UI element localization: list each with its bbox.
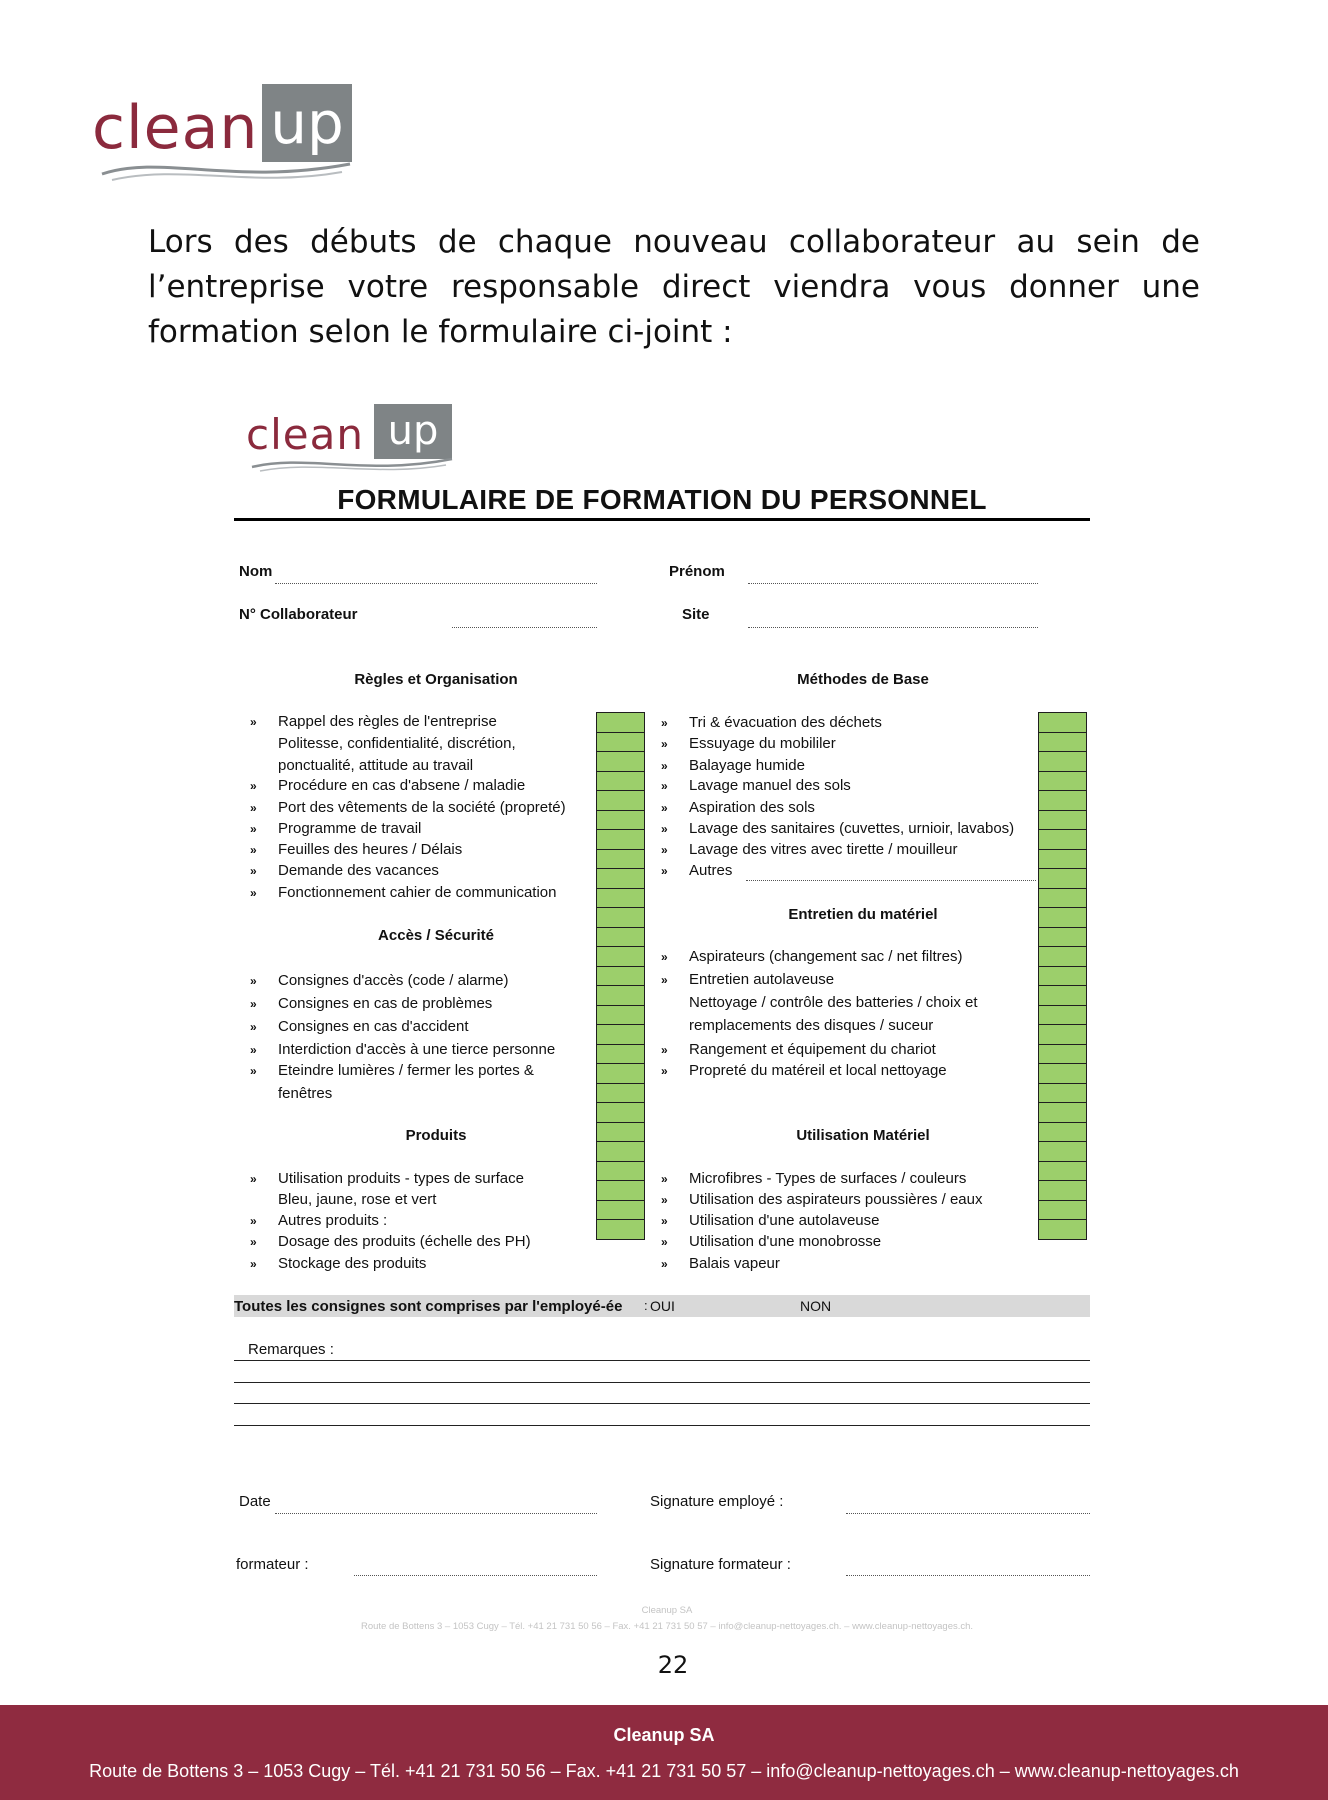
checkbox-cell[interactable] <box>1038 1102 1087 1123</box>
checkbox-cell[interactable] <box>596 1102 645 1123</box>
list-item: Dosage des produits (échelle des PH) <box>278 1233 531 1250</box>
checkbox-cell[interactable] <box>596 771 645 792</box>
checkbox-cell[interactable] <box>596 790 645 811</box>
list-item: Aspirateurs (changement sac / net filtres) <box>689 948 963 965</box>
checkbox-cell[interactable] <box>1038 849 1087 870</box>
page-number: 22 <box>657 1651 689 1679</box>
list-item: Balais vapeur <box>689 1255 780 1272</box>
bullet-icon: » <box>250 997 257 1011</box>
list-item: Consignes en cas de problèmes <box>278 995 493 1012</box>
list-item: Lavage des sanitaires (cuvettes, urnioir, lavabos) <box>689 820 1015 837</box>
checkbox-cell[interactable] <box>1038 1005 1087 1026</box>
checkbox-cell[interactable] <box>596 1180 645 1201</box>
checkbox-cell[interactable] <box>596 849 645 870</box>
checkbox-cell[interactable] <box>596 1044 645 1065</box>
checkbox-cell[interactable] <box>1038 1083 1087 1104</box>
bullet-icon: » <box>250 886 257 900</box>
section-produits-title: Produits <box>405 1127 467 1144</box>
bullet-icon: » <box>661 737 668 751</box>
checkbox-cell[interactable] <box>596 985 645 1006</box>
bullet-icon: » <box>250 801 257 815</box>
checkbox-cell[interactable] <box>1038 868 1087 889</box>
list-item: Nettoyage / contrôle des batteries / choix et <box>689 994 978 1011</box>
bullet-icon: » <box>250 974 257 988</box>
bullet-icon: » <box>661 864 668 878</box>
list-item: ponctualité, attitude au travail <box>278 757 474 774</box>
nom-label: Nom <box>239 563 273 580</box>
bullet-icon: » <box>250 779 257 793</box>
bullet-icon: » <box>250 1020 257 1034</box>
list-item: Bleu, jaune, rose et vert <box>278 1191 437 1208</box>
collaborateur-label: N° Collaborateur <box>239 606 358 623</box>
checkbox-cell[interactable] <box>596 1219 645 1240</box>
section-utilisation-title: Utilisation Matériel <box>796 1127 930 1144</box>
list-item: Eteindre lumières / fermer les portes & <box>278 1062 534 1079</box>
oui-option[interactable]: OUI <box>650 1298 675 1314</box>
section-regles-title: Règles et Organisation <box>354 671 518 688</box>
bullet-icon: » <box>661 1235 668 1249</box>
list-item: Consignes en cas d'accident <box>278 1018 469 1035</box>
non-option[interactable]: NON <box>800 1298 832 1314</box>
bullet-icon: » <box>661 1214 668 1228</box>
form-logo <box>246 404 456 474</box>
remarques-line[interactable] <box>234 1403 1090 1404</box>
checkbox-cell[interactable] <box>596 946 645 967</box>
remarques-label: Remarques : <box>248 1341 334 1358</box>
bullet-icon: » <box>661 1257 668 1271</box>
checkbox-cell[interactable] <box>596 1005 645 1026</box>
logo-word: clean <box>92 93 259 163</box>
bullet-icon: » <box>250 1172 257 1186</box>
checkbox-cell[interactable] <box>596 1161 645 1182</box>
checkbox-cell[interactable] <box>1038 751 1087 772</box>
bullet-icon: » <box>661 822 668 836</box>
list-item: Consignes d'accès (code / alarme) <box>278 972 509 989</box>
consignes-bar <box>234 1295 1090 1317</box>
checkbox-cell[interactable] <box>1038 966 1087 987</box>
nom-field[interactable] <box>275 583 597 584</box>
form-logo-swoosh-icon <box>246 450 456 474</box>
footer-band <box>0 1705 1328 1800</box>
form-title: FORMULAIRE DE FORMATION DU PERSONNEL <box>337 484 987 515</box>
list-item: fenêtres <box>278 1085 333 1102</box>
list-item: Fonctionnement cahier de communication <box>278 884 557 901</box>
checkbox-cell[interactable] <box>1038 732 1087 753</box>
formateur-field[interactable] <box>354 1575 597 1576</box>
logo-box: up <box>262 84 352 162</box>
signature-formateur-label: Signature formateur : <box>650 1556 791 1573</box>
logo-swoosh-icon <box>92 150 352 184</box>
checkbox-cell[interactable] <box>1038 888 1087 909</box>
bullet-icon: » <box>661 973 668 987</box>
checkbox-cell[interactable] <box>596 1063 645 1084</box>
bullet-icon: » <box>661 779 668 793</box>
date-label: Date <box>239 1493 271 1510</box>
list-item: Utilisation produits - types de surface <box>278 1170 524 1187</box>
list-item: Utilisation d'une monobrosse <box>689 1233 882 1250</box>
checkbox-cell[interactable] <box>596 712 645 733</box>
bullet-icon: » <box>250 1043 257 1057</box>
checkbox-cell[interactable] <box>596 1141 645 1162</box>
list-item: Utilisation des aspirateurs poussières / eaux <box>689 1191 983 1208</box>
consignes-label: Toutes les consignes sont comprises par l'employé-ée <box>234 1298 623 1315</box>
list-item: Utilisation d'une autolaveuse <box>689 1212 880 1229</box>
checkbox-cell[interactable] <box>1038 985 1087 1006</box>
section-acces-title: Accès / Sécurité <box>378 927 494 944</box>
list-item: Propreté du matéreil et local nettoyage <box>689 1062 947 1079</box>
bullet-icon: » <box>661 716 668 730</box>
checkbox-cell[interactable] <box>1038 927 1087 948</box>
checkbox-cell[interactable] <box>596 732 645 753</box>
list-item: Lavage manuel des sols <box>689 777 851 794</box>
bullet-icon: » <box>250 864 257 878</box>
checkbox-cell[interactable] <box>1038 1044 1087 1065</box>
site-label: Site <box>682 606 710 623</box>
bullet-icon: » <box>661 843 668 857</box>
intro-paragraph: Lors des débuts de chaque nouveau collaborateur au sein de l’entreprise votre responsable direct viendra vous donner une formation selon le formulaire ci-joint : <box>148 224 1200 350</box>
remarques-line[interactable] <box>234 1360 1090 1361</box>
list-item: Microfibres - Types de surfaces / couleurs <box>689 1170 967 1187</box>
checkbox-cell[interactable] <box>1038 1122 1087 1143</box>
list-item: Politesse, confidentialité, discrétion, <box>278 735 516 752</box>
signature-formateur-field[interactable] <box>846 1575 1090 1576</box>
list-item: Procédure en cas d'absene / maladie <box>278 777 526 794</box>
signature-employe-label: Signature employé : <box>650 1493 784 1510</box>
checkbox-cell[interactable] <box>596 966 645 987</box>
section-methodes-title: Méthodes de Base <box>797 671 929 688</box>
checkbox-cell[interactable] <box>596 888 645 909</box>
checkbox-cell[interactable] <box>596 927 645 948</box>
checkbox-cell[interactable] <box>596 1200 645 1221</box>
checkbox-cell[interactable] <box>596 1024 645 1045</box>
checkbox-cell[interactable] <box>1038 810 1087 831</box>
bullet-icon: » <box>661 1064 668 1078</box>
bullet-icon: » <box>250 822 257 836</box>
list-item: Stockage des produits <box>278 1255 427 1272</box>
remarques-line[interactable] <box>234 1382 1090 1383</box>
bullet-icon: » <box>250 1214 257 1228</box>
prenom-label: Prénom <box>669 563 725 580</box>
bullet-icon: » <box>250 715 257 729</box>
checkbox-cell[interactable] <box>1038 1180 1087 1201</box>
form-footer-address: Route de Bottens 3 – 1053 Cugy – Tél. +41 21 731 50 56 – Fax. +41 21 731 50 57 – info@cleanup-nettoyages.ch. – www.cleanup-nettoyages.ch. <box>360 1621 974 1632</box>
checkbox-cell[interactable] <box>1038 1219 1087 1240</box>
bullet-icon: » <box>661 801 668 815</box>
section-entretien-title: Entretien du matériel <box>788 906 938 923</box>
checkbox-cell[interactable] <box>1038 1200 1087 1221</box>
list-item: Lavage des vitres avec tirette / mouilleur <box>689 841 958 858</box>
list-item: Rappel des règles de l'entreprise <box>278 713 497 730</box>
list-item: Balayage humide <box>689 757 805 774</box>
bullet-icon: » <box>661 1043 668 1057</box>
checkbox-cell[interactable] <box>1038 1024 1087 1045</box>
list-item: Tri & évacuation des déchets <box>689 714 882 731</box>
checkbox-cell[interactable] <box>596 1083 645 1104</box>
checkbox-cell[interactable] <box>1038 1063 1087 1084</box>
footer-address: Route de Bottens 3 – 1053 Cugy – Tél. +41 21 731 50 56 – Fax. +41 21 731 50 57 – info@cleanup-nettoyages.ch – www.cleanup-nettoyages.ch <box>89 1761 1239 1781</box>
list-item: Port des vêtements de la société (propreté) <box>278 799 566 816</box>
checkbox-column-left <box>596 713 645 1240</box>
list-item: Interdiction d'accès à une tierce personne <box>278 1041 556 1058</box>
list-item: Essuyage du mobililer <box>689 735 836 752</box>
checkbox-cell[interactable] <box>596 751 645 772</box>
formateur-label: formateur : <box>236 1556 309 1573</box>
checkbox-cell[interactable] <box>1038 829 1087 850</box>
bullet-icon: » <box>661 950 668 964</box>
form-logo-word: clean <box>246 410 364 459</box>
form-footer-company: Cleanup SA <box>641 1605 693 1616</box>
list-item: Rangement et équipement du chariot <box>689 1041 936 1058</box>
site-field[interactable] <box>748 627 1038 628</box>
checkbox-cell[interactable] <box>1038 771 1087 792</box>
date-field[interactable] <box>275 1513 597 1514</box>
checkbox-cell[interactable] <box>1038 790 1087 811</box>
list-item: Feuilles des heures / Délais <box>278 841 463 858</box>
list-item: Autres produits : <box>278 1212 388 1229</box>
checkbox-cell[interactable] <box>596 1122 645 1143</box>
checkbox-cell[interactable] <box>596 907 645 928</box>
checkbox-cell[interactable] <box>1038 1161 1087 1182</box>
remarques-line[interactable] <box>234 1425 1090 1426</box>
bullet-icon: » <box>661 1193 668 1207</box>
bullet-icon: » <box>250 1257 257 1271</box>
title-rule <box>234 518 1090 521</box>
list-item: remplacements des disques / suceur <box>689 1017 934 1034</box>
checkbox-cell[interactable] <box>1038 1141 1087 1162</box>
list-item: Programme de travail <box>278 820 422 837</box>
list-item: Autres <box>689 862 733 879</box>
autres-field[interactable] <box>746 880 1036 881</box>
bullet-icon: » <box>250 1235 257 1249</box>
prenom-field[interactable] <box>748 583 1038 584</box>
bullet-icon: » <box>250 1064 257 1078</box>
bullet-icon: » <box>250 843 257 857</box>
checkbox-cell[interactable] <box>1038 946 1087 967</box>
list-item: Demande des vacances <box>278 862 439 879</box>
list-item: Aspiration des sols <box>689 799 815 816</box>
bullet-icon: » <box>661 1172 668 1186</box>
signature-employe-field[interactable] <box>846 1513 1090 1514</box>
form-logo-box: up <box>374 404 452 459</box>
consignes-separator: : <box>644 1298 648 1313</box>
checkbox-cell[interactable] <box>1038 712 1087 733</box>
checkbox-cell[interactable] <box>1038 907 1087 928</box>
checkbox-column-right <box>1038 713 1087 1240</box>
checkbox-cell[interactable] <box>596 868 645 889</box>
checkbox-cell[interactable] <box>596 810 645 831</box>
bullet-icon: » <box>661 759 668 773</box>
checkbox-cell[interactable] <box>596 829 645 850</box>
collaborateur-field[interactable] <box>452 627 597 628</box>
footer-company: Cleanup SA <box>613 1725 715 1745</box>
list-item: Entretien autolaveuse <box>689 971 835 988</box>
header-logo <box>92 84 352 184</box>
